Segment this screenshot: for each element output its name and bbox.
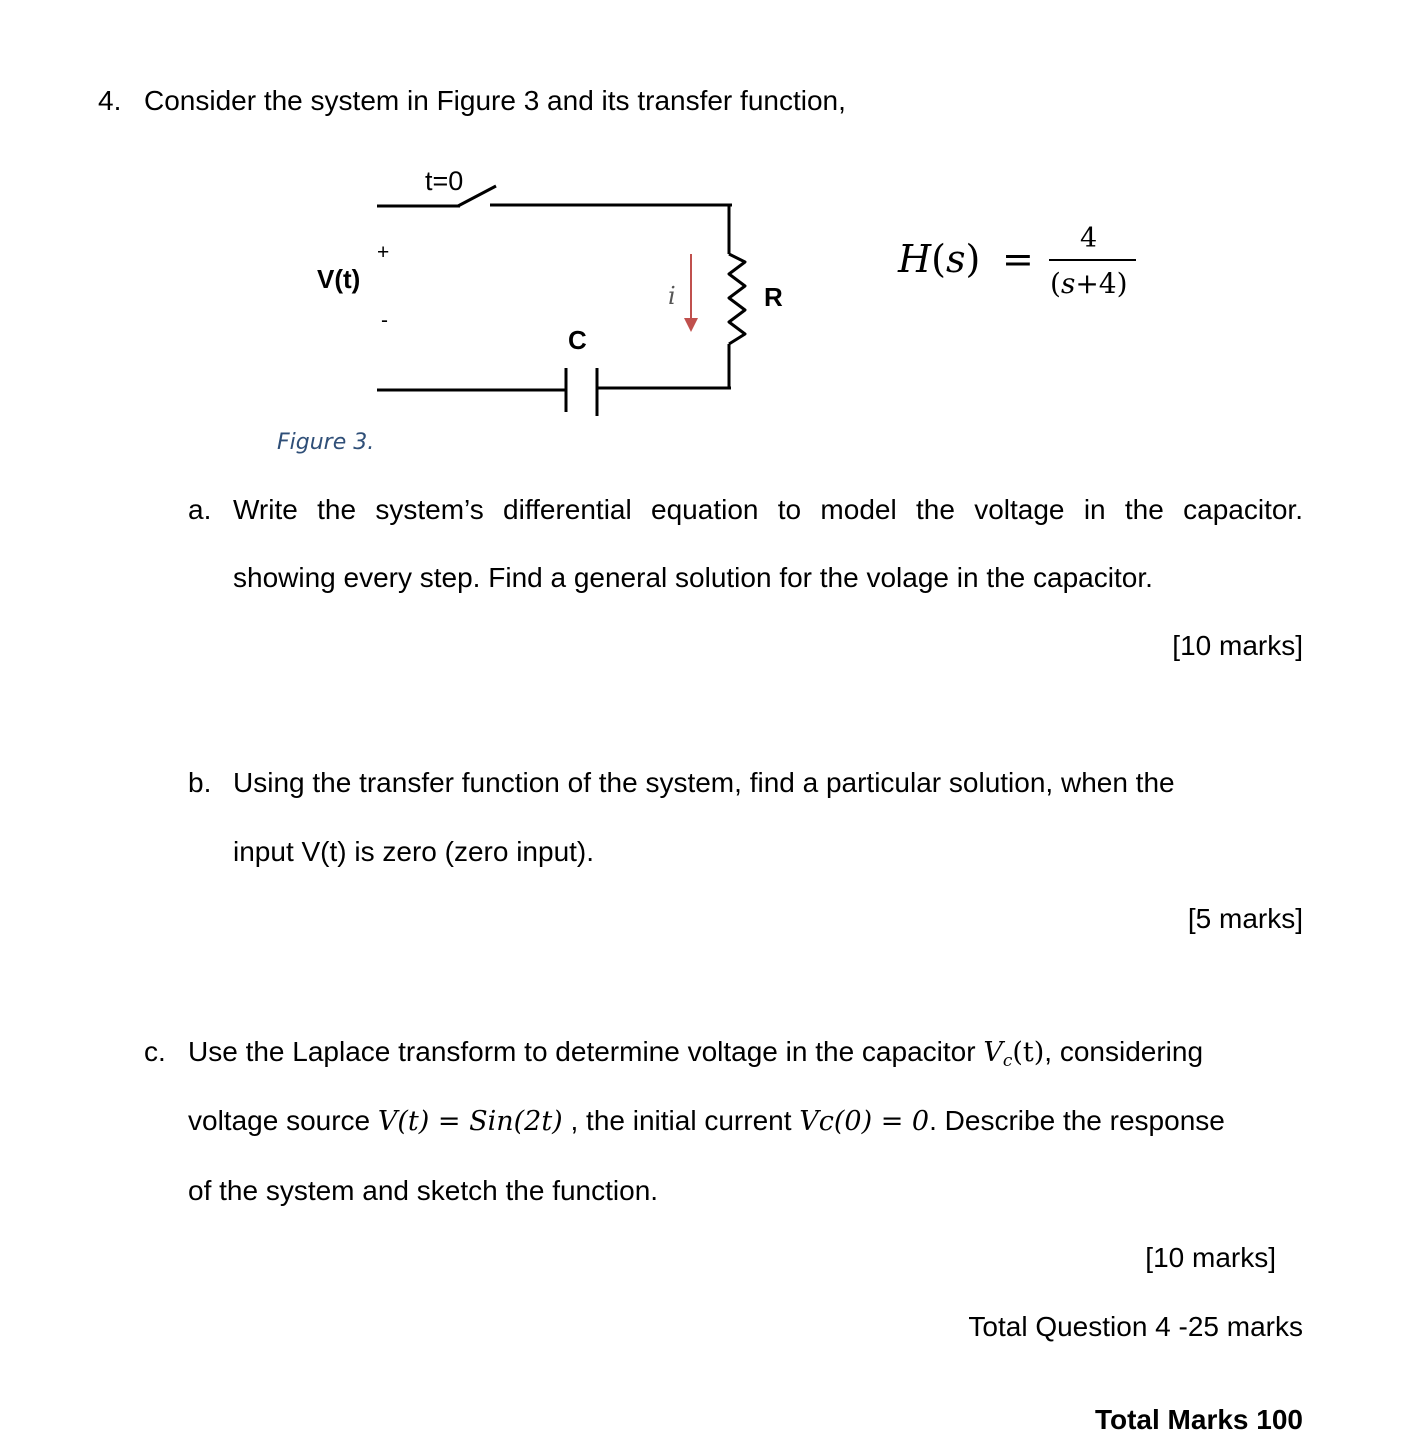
part-c-line2-mid: , the initial current (570, 1105, 792, 1136)
part-c-marks: [10 marks] (1145, 1242, 1276, 1273)
part-a-marks: [10 marks] (1172, 630, 1303, 661)
part-a-letter: a. (188, 494, 212, 525)
part-c-line1 (188, 1038, 1203, 1070)
transfer-function-lhs: H(s) (898, 237, 981, 281)
circuit-diagram (0, 0, 1424, 470)
initial-condition-expression: Vc(0) = 0 (799, 1106, 930, 1137)
part-a-word: to (777, 494, 802, 525)
figure-caption: Figure 3. (277, 430, 375, 455)
transfer-function-denominator: (s+4) (1050, 267, 1128, 300)
question-number: 4. (98, 85, 122, 116)
resistor-label: R (764, 282, 783, 312)
vc-symbol: V (983, 1037, 1003, 1068)
source-label: V(t) (317, 264, 361, 294)
part-c-line2 (188, 1107, 1225, 1135)
overall-total: Total Marks 100 (1094, 1404, 1303, 1435)
part-a-word: voltage (974, 494, 1065, 525)
part-b-marks: [5 marks] (1187, 903, 1303, 934)
part-c-line3: of the system and sketch the function. (188, 1175, 659, 1206)
part-a-word: capacitor. (1183, 494, 1303, 525)
part-c-line1-text: Use the Laplace transform to determine voltage in the capacitor (188, 1036, 976, 1067)
part-c-line2-start: voltage source (188, 1105, 371, 1136)
fraction-bar (1049, 259, 1136, 261)
part-a-word: model (820, 494, 897, 525)
vc-subscript: c (1002, 1051, 1013, 1071)
question-intro: Consider the system in Figure 3 and its transfer function, (144, 85, 846, 116)
part-a-line2: showing every step. Find a general solution for the volage in the capacitor. (233, 562, 1153, 593)
current-arrow-head (684, 318, 698, 332)
switch-blade (458, 186, 496, 206)
part-a-word: equation (651, 494, 759, 525)
part-a-word: the (317, 494, 357, 525)
switch-label: t=0 (425, 166, 464, 196)
part-a-word: differential (503, 494, 632, 525)
part-b-line2: input V(t) is zero (zero input). (233, 836, 595, 867)
part-a-word: the (1124, 494, 1164, 525)
part-b-letter: b. (188, 767, 212, 798)
part-a-word: the (915, 494, 955, 525)
part-a-word: system’s (375, 494, 484, 525)
question-total: Total Question 4 -25 marks (968, 1311, 1303, 1342)
vc-expression (983, 1037, 1045, 1071)
part-a-line1 (233, 496, 1303, 524)
resistor-symbol (729, 254, 745, 344)
current-label: i (668, 282, 676, 310)
part-c-line2-end: . Describe the response (929, 1105, 1225, 1136)
vc-argument: (t) (1012, 1037, 1045, 1068)
part-a-word: Write (233, 494, 298, 525)
transfer-function-numerator: 4 (1080, 223, 1098, 254)
transfer-function-equals: = (1002, 237, 1034, 281)
part-b-line1: Using the transfer function of the system, find a particular solution, when the (233, 767, 1175, 798)
plus-sign: + (377, 241, 390, 264)
part-c-line1-end: , considering (1044, 1036, 1204, 1067)
capacitor-label: C (568, 325, 587, 355)
part-c-letter: c. (144, 1036, 166, 1067)
part-a-word: in (1083, 494, 1106, 525)
minus-sign: - (381, 309, 388, 332)
source-expression: V(t) = Sin(2t) (377, 1106, 563, 1137)
